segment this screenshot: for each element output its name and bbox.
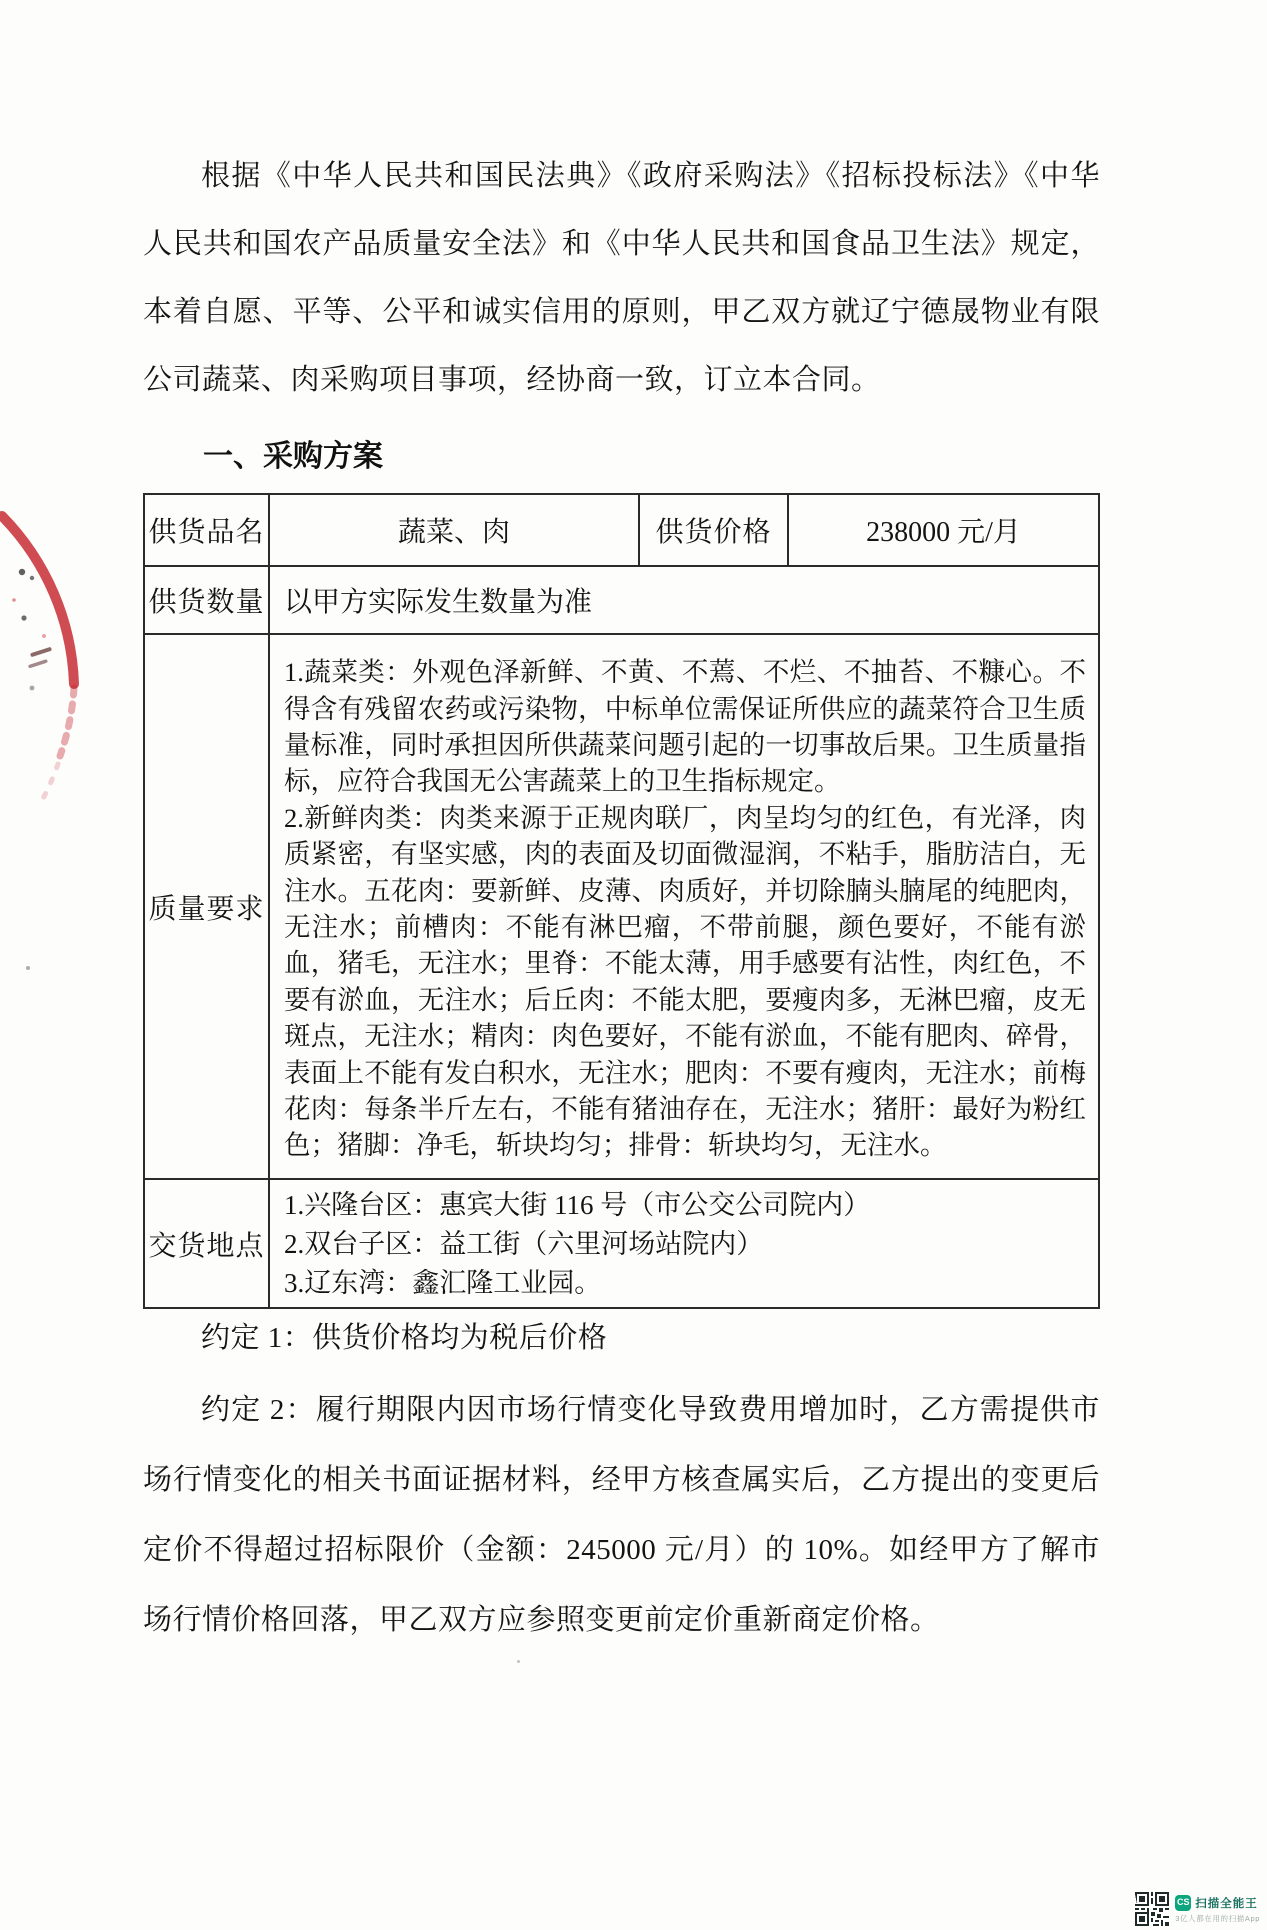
table-row-quality-requirements: [144, 634, 1099, 1179]
intro-paragraph: 根据《中华人民共和国民法典》《政府采购法》《招标投标法》《中华人民共和国农产品质量安全法》和《中华人民共和国食品卫生法》规定，本着自愿、平等、公平和诚实信用的原则，甲乙双方就辽宁德晟物业有限公司蔬菜、肉采购项目事项，经协商一致，订立本合同。: [143, 160, 1100, 396]
section-heading: 一、采购方案: [203, 440, 383, 473]
procurement-plan-table: [143, 493, 1100, 1309]
scan-speck: [517, 1660, 520, 1663]
quality-value-cell: [269, 634, 1099, 1179]
quality-label-cell: 质量要求: [144, 634, 269, 1179]
supply-name-label-cell: 供货品名: [144, 494, 269, 566]
table-row-supply-quantity: [144, 566, 1099, 634]
scan-speck: [26, 966, 30, 970]
quality-item-meat: 2.新鲜肉类：肉类来源于正规肉联厂，肉呈均匀的红色，有光泽，肉质紧密，有坚实感，肉的表面及切面微湿润，不粘手，脂肪洁白，无注水。五花肉：要新鲜、皮薄、肉质好，并切除腩头腩尾的纯肥肉，无注水；前槽肉：不能有淋巴瘤，不带前腿，颜色要好，不能有淤血，猪毛，无注水；里脊：不能太薄，用手感要有沾性，肉红色，不要有淤血，无注水；后丘肉：不能太肥，要瘦肉多，无淋巴瘤，皮无斑点，无注水；精肉：肉色要好，不能有淤血，不能有肥肉、碎骨，表面上不能有发白积水，无注水；肥肉：不要有瘦肉，无注水；前梅花肉：每条半斤左右，不能有猪油存在，无注水；猪肝：最好为粉红色；猪脚：净毛，斩块均匀；排骨：斩块均匀，无注水。: [284, 802, 1086, 1161]
quality-item-vegetables: 1.蔬菜类：外观色泽新鲜、不黄、不蔫、不烂、不抽苔、不糠心。不得含有残留农药或污染物，中标单位需保证所供应的蔬菜符合卫生质量标准，同时承担因所供蔬菜问题引起的一切事故后果。卫生质量指标，应符合我国无公害蔬菜上的卫生指标规定。: [284, 657, 1086, 797]
watermark-tagline: 3亿人都在用的扫描App: [1175, 1913, 1260, 1923]
supply-price-value-cell: 238000 元/月: [788, 494, 1099, 566]
camscanner-watermark: [1135, 1892, 1260, 1926]
supply-quantity-label-cell: 供货数量: [144, 566, 269, 634]
camscanner-cs-icon: CS: [1175, 1895, 1191, 1911]
red-seal-stamp-partial: [0, 488, 110, 828]
qr-code-icon: [1135, 1892, 1169, 1926]
supply-price-label-cell: 供货价格: [639, 494, 788, 566]
clause-1: 约定 1：供货价格均为税后价格: [201, 1322, 608, 1354]
table-row-delivery-locations: [144, 1179, 1099, 1308]
watermark-app-name: 扫描全能王: [1195, 1897, 1258, 1910]
watermark-text-block: [1175, 1895, 1260, 1924]
delivery-line-2: 2.双台子区：益工街（六里河场站院内）: [284, 1229, 764, 1259]
table-row-supply-name-price: [144, 494, 1099, 566]
supply-name-value-cell: 蔬菜、肉: [269, 494, 639, 566]
delivery-value-cell: [269, 1179, 1099, 1308]
supply-quantity-value-cell: 以甲方实际发生数量为准: [269, 566, 1099, 634]
clause-2: 约定 2：履行期限内因市场行情变化导致费用增加时，乙方需提供市场行情变化的相关书面证据材料，经甲方核查属实后，乙方提出的变更后定价不得超过招标限价（金额：245000 元/月）的 10%。如经甲方了解市场行情价格回落，甲乙双方应参照变更前定价重新商定价格。: [143, 1394, 1100, 1636]
delivery-line-1: 1.兴隆台区：惠宾大街 116 号（市公交公司院内）: [284, 1190, 871, 1220]
delivery-line-3: 3.辽东湾：鑫汇隆工业园。: [284, 1268, 602, 1298]
delivery-label-cell: 交货地点: [144, 1179, 269, 1308]
